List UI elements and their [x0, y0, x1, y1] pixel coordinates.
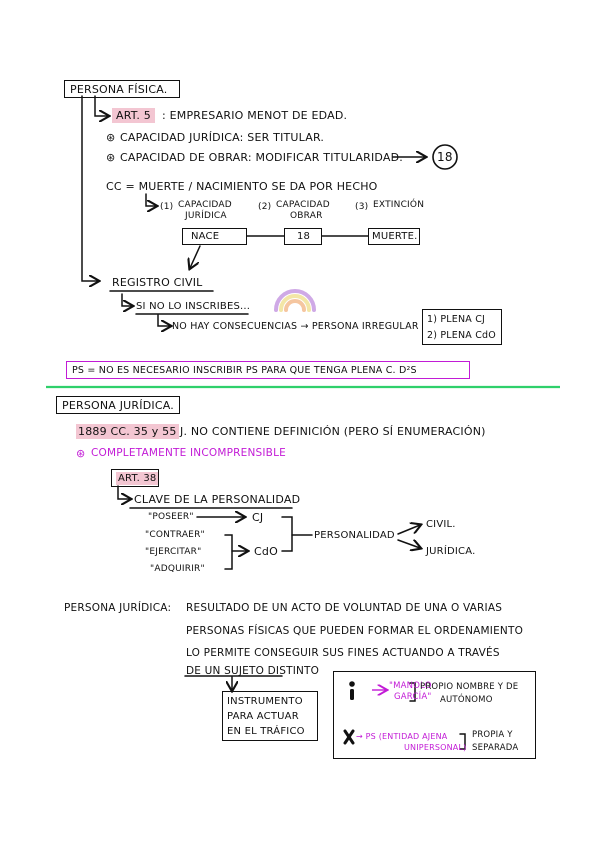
definicion-line-2: PERSONAS FÍSICAS QUE PUEDEN FORMAR EL ORDENAMIENTO	[186, 625, 524, 637]
art5-text: : EMPRESARIO MENOT DE EDAD.	[162, 109, 348, 122]
step-3-n: (3)	[355, 202, 369, 212]
examples-box	[333, 671, 536, 759]
rainbow-doodle	[276, 291, 314, 310]
cap-obrar: CAPACIDAD DE OBRAR: MODIFICAR TITULARIDAD.	[120, 151, 403, 164]
example-1-name: "MANOLO	[389, 681, 432, 691]
registro-civil: REGISTRO CIVIL	[112, 276, 203, 289]
example-1-name-2: GARCÍA"	[394, 692, 432, 702]
step-1-label-2: JURÍDICA	[185, 211, 227, 221]
fisica-title: PERSONA FÍSICA.	[64, 80, 180, 98]
instrumento-1: INSTRUMENTO	[227, 696, 303, 707]
consecuencias: NO HAY CONSECUENCIAS → PERSONA IRREGULAR	[172, 321, 419, 332]
ref-highlight: 1889 CC. 35 y 55	[78, 425, 177, 438]
definicion-line-1: RESULTADO DE UN ACTO DE VOLUNTAD DE UNA O VARIAS	[186, 602, 503, 614]
timeline-muerte: MUERTE.	[368, 228, 420, 245]
step-2-label: CAPACIDAD	[276, 200, 330, 210]
example-2-ps: → PS (ENTIDAD AJENA	[356, 732, 448, 741]
juridica-title: PERSONA JURÍDICA.	[56, 396, 180, 414]
cc-line: CC = MUERTE / NACIMIENTO SE DA POR HECHO	[106, 180, 378, 193]
cap-obrar-bullet: ⊛	[106, 151, 116, 164]
instrumento-3: EN EL TRÁFICO	[227, 726, 305, 737]
step-2-label-2: OBRAR	[290, 211, 323, 221]
cap-juridica: CAPACIDAD JURÍDICA: SER TITULAR.	[120, 131, 325, 144]
ps-note: PS = NO ES NECESARIO INSCRIBIR PS PARA QUE TENGA PLENA C. D²S	[72, 365, 417, 376]
verb-ejercitar: "EJERCITAR"	[145, 547, 202, 557]
example-1-desc-2: AUTÓNOMO	[440, 695, 493, 705]
branch-line-registro	[82, 96, 98, 281]
step-1-n: (1)	[160, 202, 174, 212]
plena-cdo: 2) PLENA CdO	[427, 330, 496, 341]
example-2-desc: PROPIA Y	[472, 730, 513, 740]
art38-box	[111, 469, 159, 487]
definicion-label: PERSONA JURÍDICA:	[64, 602, 172, 614]
example-2-ps-2: UNIPERSONAL)	[404, 743, 467, 752]
timeline-18: 18	[284, 228, 322, 245]
arrow-cc	[146, 194, 156, 206]
example-1-desc: PROPIO NOMBRE Y DE	[420, 682, 519, 692]
clave-personalidad: CLAVE DE LA PERSONALIDAD	[134, 493, 301, 506]
si-no-inscribes: SI NO LO INSCRIBES...	[136, 301, 251, 312]
step-2-n: (2)	[258, 202, 272, 212]
step-1-label: CAPACIDAD	[178, 200, 232, 210]
incomprensible: COMPLETAMENTE INCOMPRENSIBLE	[91, 447, 286, 459]
step-3-label: EXTINCIÓN	[373, 200, 425, 210]
outcome-civil: CIVIL.	[426, 519, 456, 530]
ps-note-box	[66, 361, 470, 379]
plena-box	[422, 309, 502, 345]
art5-label: ART. 5	[112, 108, 155, 123]
verb-contraer: "CONTRAER"	[145, 530, 205, 540]
cap-juridica-bullet: ⊛	[106, 131, 116, 144]
outcome-juridica: JURÍDICA.	[426, 546, 476, 557]
ref-text: J. NO CONTIENE DEFINICIÓN (PERO SÍ ENUMERACIÓN)	[180, 425, 486, 438]
plena-cj: 1) PLENA CJ	[427, 314, 486, 325]
instrumento-2: PARA ACTUAR	[227, 711, 299, 722]
cdo-label: CdO	[254, 545, 278, 558]
definicion-line-4: DE UN SUJETO DISTINTO	[186, 665, 320, 677]
art38: ART. 38	[118, 473, 157, 484]
timeline-nace: NACE	[182, 228, 247, 245]
arrow-nace-down	[190, 246, 200, 268]
example-2-desc-2: SEPARADA	[472, 743, 519, 753]
incomprensible-bullet: ⊛	[76, 447, 86, 460]
personalidad-label: PERSONALIDAD	[314, 530, 395, 541]
definicion-line-3: LO PERMITE CONSEGUIR SUS FINES ACTUANDO A TRAVÉS	[186, 647, 500, 659]
verb-adquirir: "ADQUIRIR"	[150, 564, 205, 574]
verb-poseer: "POSEER"	[148, 512, 194, 522]
age-circle-label: 18	[437, 150, 453, 164]
instrumento-box	[222, 691, 318, 741]
cj-label: CJ	[252, 511, 264, 524]
branch-line-art5	[95, 96, 108, 116]
